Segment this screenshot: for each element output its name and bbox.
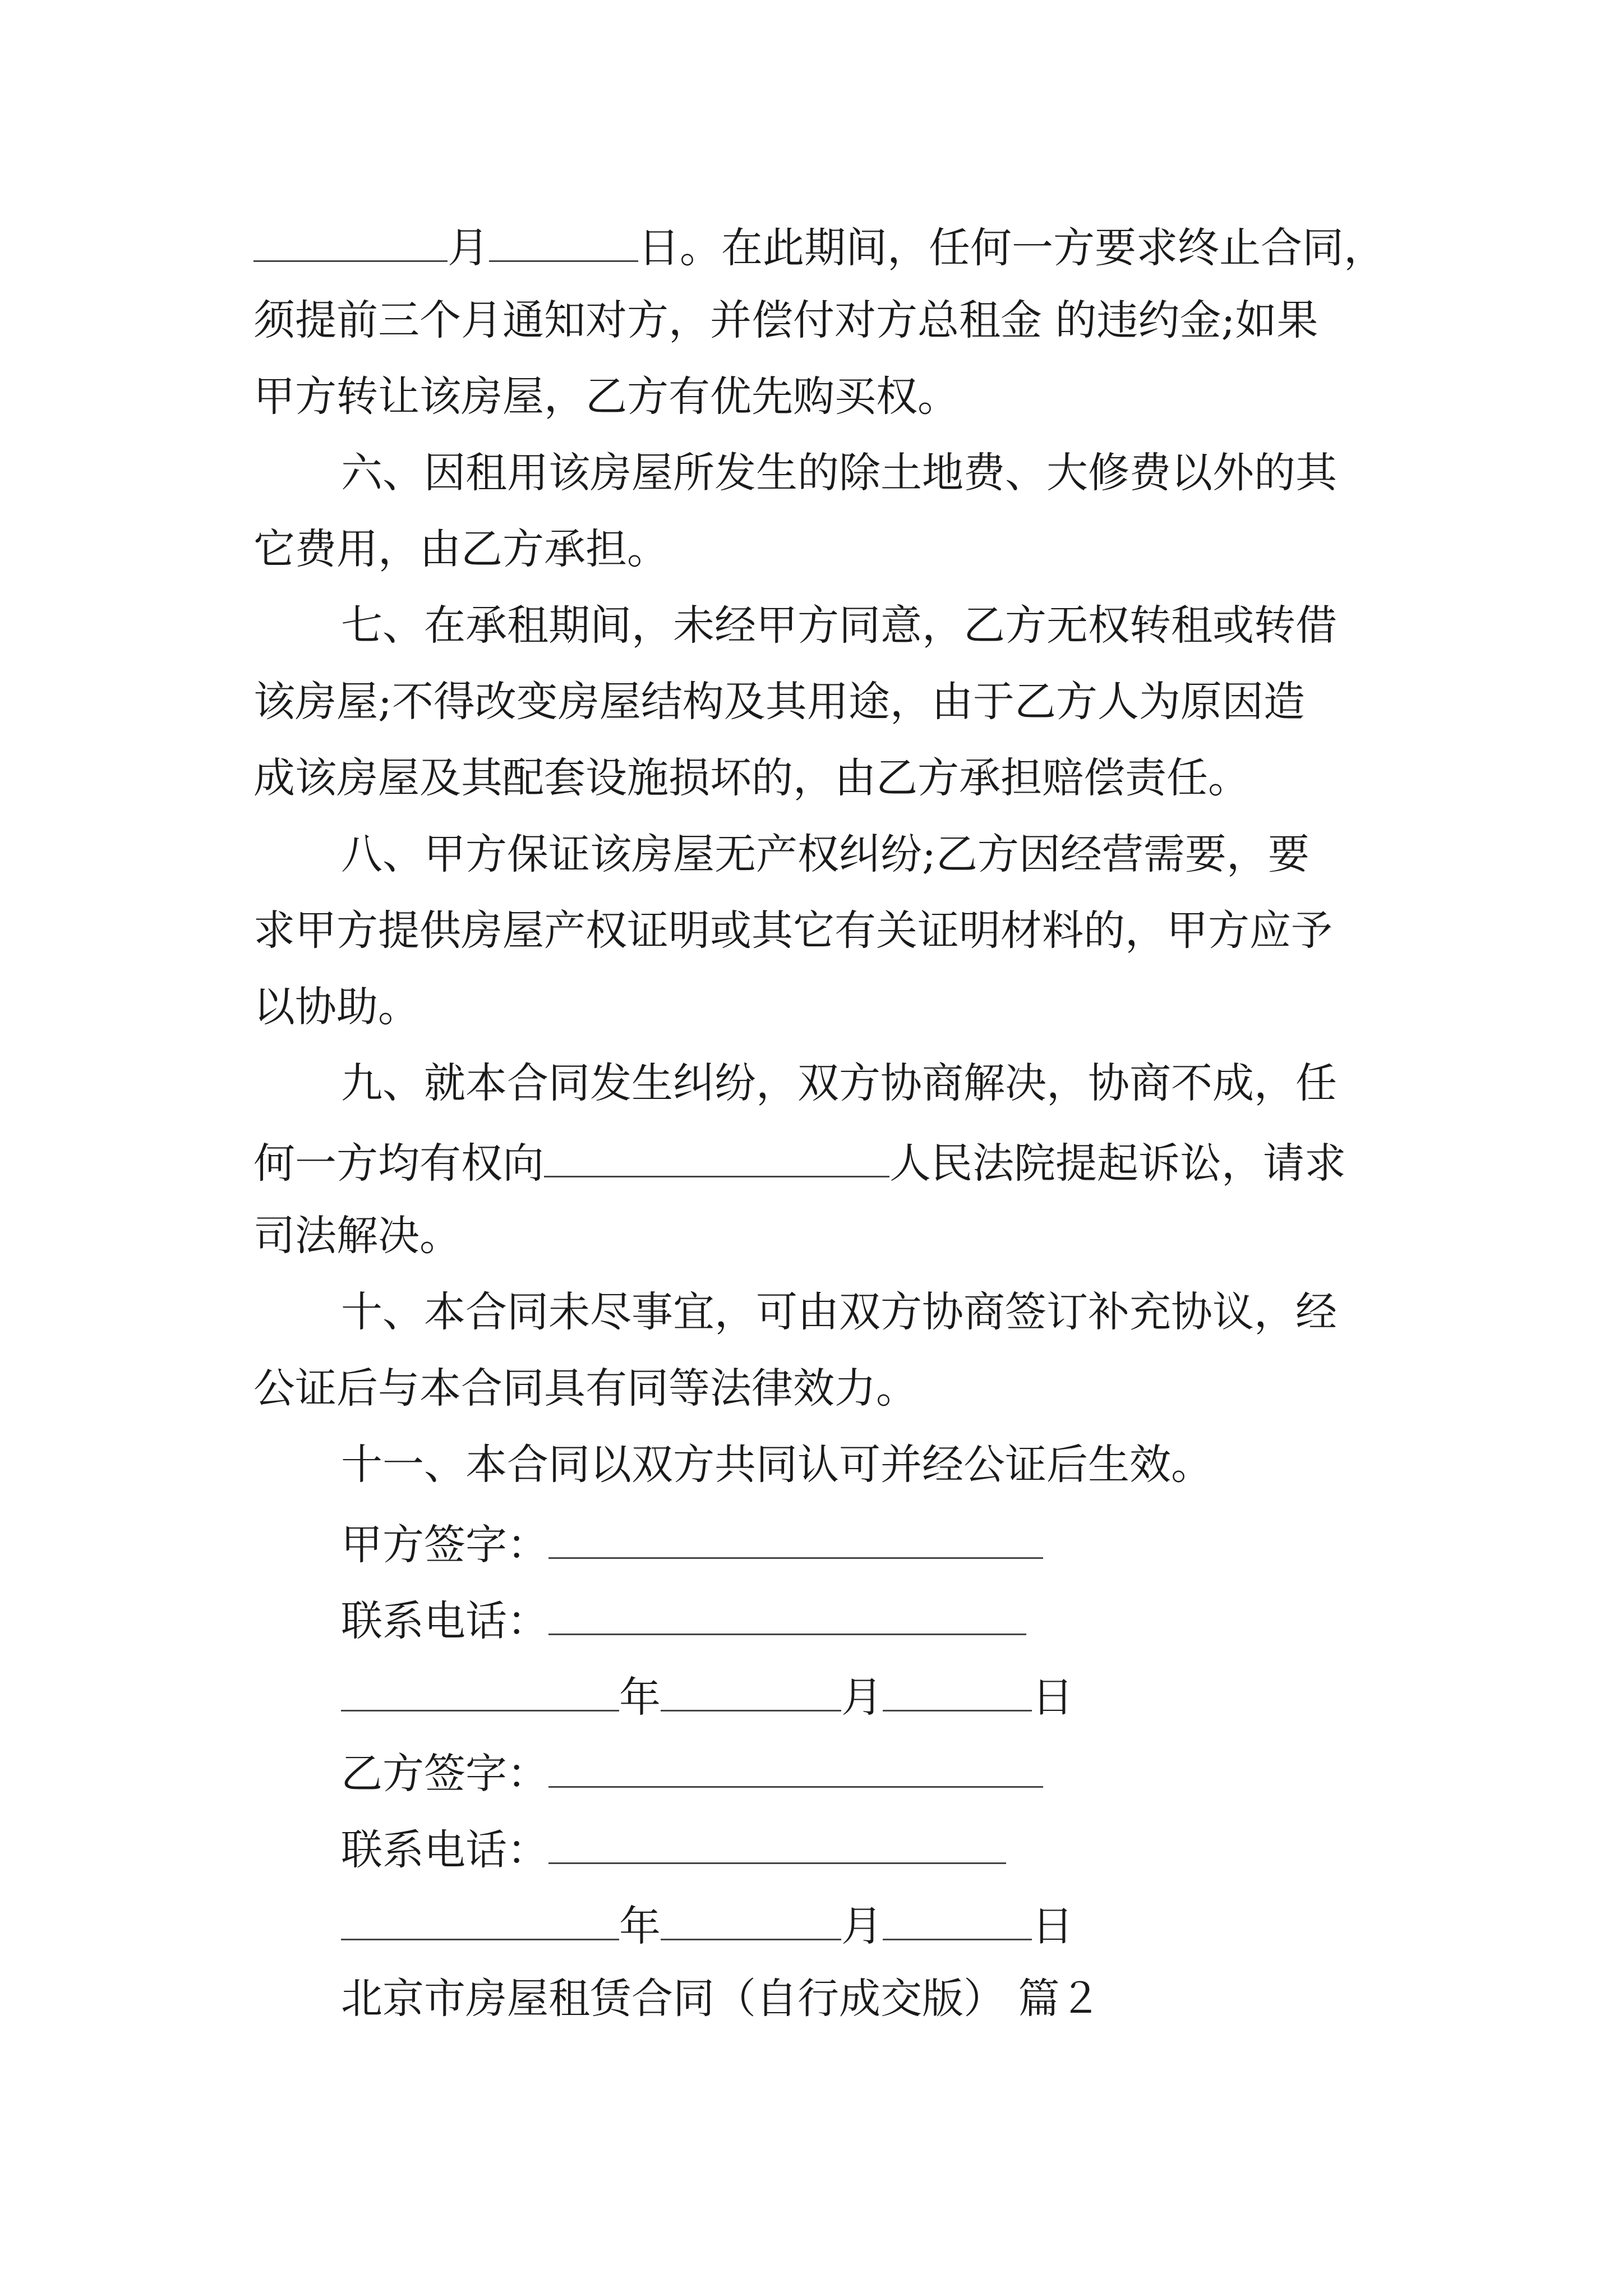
clause-7-cont-1: 该房屋;不得改变房屋结构及其用途，由于乙方人为原因造 (253, 678, 1305, 726)
blank-field (253, 223, 448, 262)
clause-10: 十、本合同未尽事宜，可由双方协商签订补充协议，经 (341, 1288, 1337, 1336)
clause-11: 十一、本合同以双方共同认可并经公证后生效。 (341, 1441, 1212, 1489)
year-field (341, 1673, 619, 1711)
court-blank-field (544, 1139, 889, 1177)
party-b-phone-label: 联系电话： (341, 1826, 548, 1874)
text-line-1 (253, 223, 1385, 272)
party-b-phone-field (548, 1825, 1006, 1864)
text-segment: 人民法院提起诉讼，请求 (889, 1139, 1346, 1188)
party-b-date-row (341, 1902, 1073, 1950)
day-field (883, 1902, 1032, 1940)
party-b-signature-label: 乙方签字： (341, 1750, 548, 1798)
year-field (341, 1902, 619, 1940)
day-label: 日 (1032, 1902, 1073, 1950)
party-b-signature-row (341, 1749, 1043, 1798)
month-label: 月 (841, 1673, 883, 1722)
party-a-signature-row (341, 1520, 1043, 1569)
month-field (661, 1673, 841, 1711)
clause-8-cont-1: 求甲方提供房屋产权证明或其它有关证明材料的，甲方应予 (253, 907, 1332, 955)
party-a-phone-row (341, 1596, 1026, 1645)
party-b-phone-row (341, 1825, 1006, 1874)
day-field (883, 1673, 1032, 1711)
clause-10-cont: 公证后与本合同具有同等法律效力。 (253, 1364, 917, 1412)
next-section-title: 北京市房屋租赁合同（自行成交版） 篇２ (341, 1975, 1101, 2023)
party-a-signature-field (548, 1520, 1043, 1559)
clause-7: 七、在承租期间，未经甲方同意，乙方无权转租或转借 (341, 601, 1337, 650)
clause-9-cont-2: 司法解决。 (253, 1212, 461, 1260)
text-line-3: 甲方转让该房屋，乙方有优先购买权。 (253, 372, 959, 421)
text-month: 月 (448, 224, 489, 272)
year-label: 年 (619, 1673, 661, 1722)
party-a-phone-label: 联系电话： (341, 1597, 548, 1645)
clause-7-cont-2: 成该房屋及其配套设施损坏的，由乙方承担赔偿责任。 (253, 754, 1249, 802)
party-a-signature-label: 甲方签字： (341, 1521, 548, 1569)
clause-8-cont-2: 以协助。 (253, 983, 419, 1031)
day-label: 日 (1032, 1673, 1073, 1722)
clause-9: 九、就本合同发生纠纷，双方协商解决，协商不成，任 (341, 1059, 1337, 1107)
party-a-phone-field (548, 1596, 1026, 1635)
text-segment: 何一方均有权向 (253, 1139, 544, 1188)
blank-field (489, 223, 638, 262)
clause-8: 八、甲方保证该房屋无产权纠纷;乙方因经营需要，要 (341, 830, 1310, 878)
month-field (661, 1902, 841, 1940)
party-a-date-row (341, 1673, 1073, 1722)
clause-6-cont: 它费用，由乙方承担。 (253, 525, 668, 573)
clause-9-cont-1 (253, 1139, 1346, 1188)
text-line-2: 须提前三个月通知对方，并偿付对方总租金 的违约金;如果 (253, 296, 1318, 344)
month-label: 月 (841, 1902, 883, 1950)
text-line-1-end: 日。在此期间，任何一方要求终止合同， (638, 224, 1385, 272)
clause-6: 六、因租用该房屋所发生的除土地费、大修费以外的其 (341, 449, 1337, 497)
year-label: 年 (619, 1902, 661, 1950)
party-b-signature-field (548, 1749, 1043, 1788)
